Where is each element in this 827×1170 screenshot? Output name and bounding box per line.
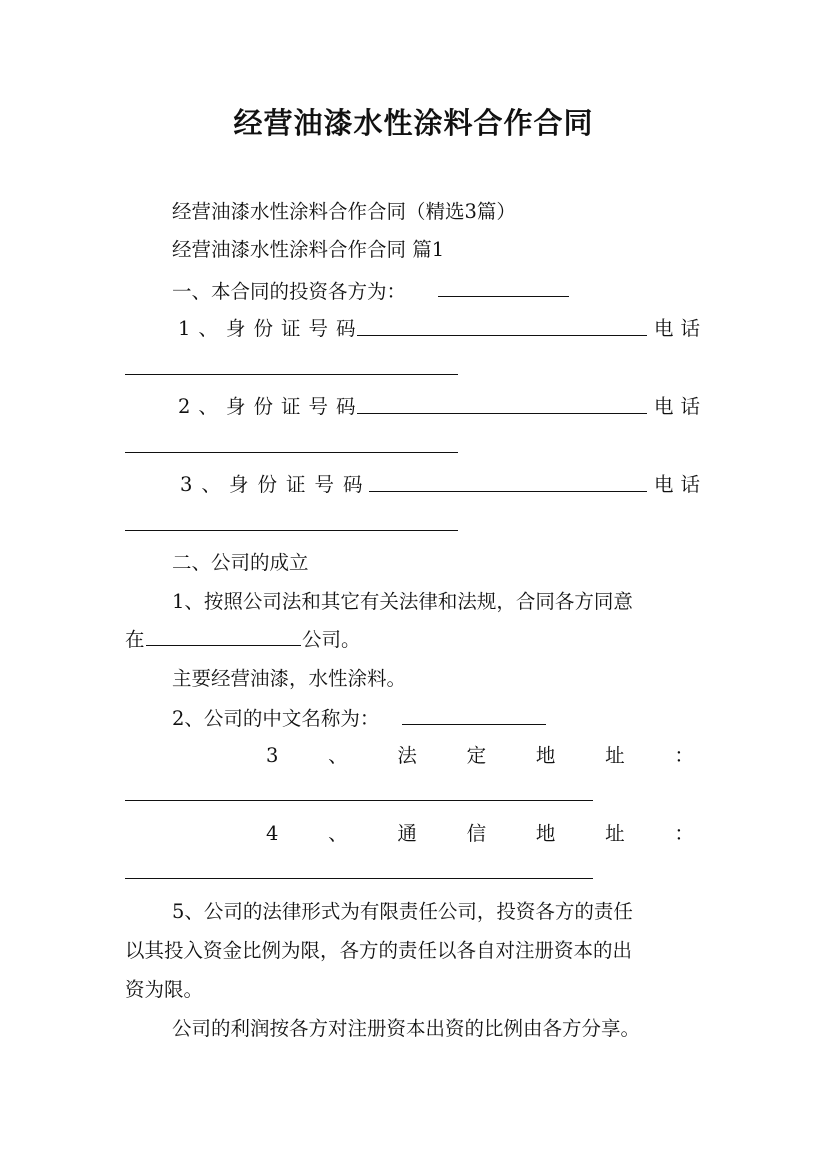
blank-line [357, 413, 647, 414]
clause-char: ： [674, 744, 694, 767]
party-number: 1、 [178, 317, 226, 340]
id-number-label: 身份证号码 [226, 317, 364, 340]
clause-char: 4 [266, 822, 279, 845]
clause-5-line-2: 以其投入资金比例为限，各方的责任以各自对注册资本的出 [125, 939, 633, 962]
clause-3 [266, 743, 694, 769]
clause-char: 、 [328, 822, 348, 845]
section-heading-parties: 一、本合同的投资各方为： [172, 280, 407, 303]
blank-line [125, 800, 593, 801]
id-number-label: 身份证号码 [229, 473, 372, 496]
clause-1-cont-b: 公司。 [302, 628, 361, 651]
document-subtitle: 经营油漆水性涂料合作合同（精选3篇） [172, 200, 516, 223]
clause-char: 法 [397, 744, 417, 767]
blank-line [125, 374, 458, 375]
clause-char: ： [674, 822, 694, 845]
id-number-label: 身份证号码 [226, 395, 364, 418]
blank-line [125, 878, 593, 879]
part-heading: 经营油漆水性涂料合作合同 篇1 [172, 238, 445, 261]
clause-char: 地 [535, 822, 556, 845]
clause-char: 3 [266, 744, 279, 767]
blank-line [125, 452, 458, 453]
clause-2: 2、公司的中文名称为： [172, 707, 380, 730]
phone-label: 电话 [654, 473, 708, 496]
clause-char: 地 [535, 744, 556, 767]
phone-label: 电话 [654, 395, 708, 418]
blank-line [357, 335, 647, 336]
blank-line [438, 296, 569, 297]
blank-line [402, 724, 546, 725]
party-number: 2、 [178, 395, 226, 418]
clause-char: 址 [605, 822, 625, 845]
clause-5-line-1: 5、公司的法律形式为有限责任公司，投资各方的责任 [172, 900, 633, 923]
clause-1: 1、按照公司法和其它有关法律和法规，合同各方同意 [172, 590, 633, 613]
clause-char: 通 [397, 822, 417, 845]
clause-char: 定 [466, 744, 487, 767]
clause-4 [266, 821, 694, 847]
profit-clause: 公司的利润按各方对注册资本出资的比例由各方分享。 [172, 1017, 641, 1040]
blank-line [125, 530, 458, 531]
blank-line [369, 491, 647, 492]
blank-line [146, 645, 301, 646]
document-title: 经营油漆水性涂料合作合同 [233, 106, 594, 140]
business-scope: 主要经营油漆，水性涂料。 [172, 667, 407, 690]
clause-char: 信 [466, 822, 487, 845]
section-heading-establishment: 二、公司的成立 [172, 551, 309, 574]
party-number: 3、 [180, 473, 230, 496]
clause-1-cont-a: 在 [125, 628, 145, 651]
phone-label: 电话 [654, 317, 708, 340]
clause-5-line-3: 资为限。 [125, 978, 204, 1001]
clause-char: 址 [605, 744, 625, 767]
clause-char: 、 [328, 744, 348, 767]
